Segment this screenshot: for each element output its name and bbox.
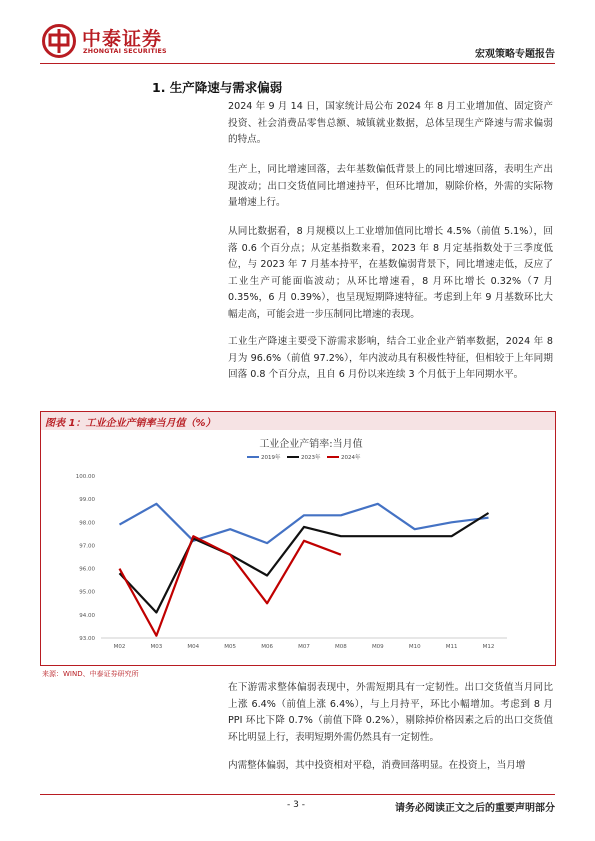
y-tick-label: 93.00	[79, 636, 95, 642]
paragraph-external-demand: 在下游需求整体偏弱表现中，外需短期具有一定韧性。出口交货值当月同比上涨 6.4%（前值上涨 6.4%），与上月持平，环比小幅增加。考虑到 8 月 PPI 环比下降 0.7%（前值下降 0.2%），剔除掉价格因素之后的出口交货值环比明显上行，表明短期外需仍然具有一定韧性。	[228, 682, 553, 743]
x-tick-label: M10	[408, 644, 421, 650]
y-tick-label: 94.00	[79, 612, 95, 619]
series-line-2024年	[120, 536, 341, 636]
y-tick-label: 95.00	[79, 589, 95, 596]
series-line-2023年	[120, 513, 489, 613]
x-tick-label: M09	[371, 644, 384, 650]
y-tick-label: 98.00	[79, 520, 95, 527]
page-number: - 3 -	[287, 800, 305, 810]
paragraph-yoy: 从同比数据看，8 月规模以上工业增加值同比增长 4.5%（前值 5.1%），回落 0.6 个百分点；从定基指数来看，2023 年 8 月定基指数处于三季度低位，与 2023 年 7 月基本持平，在基数偏弱背景下，同比增速走低，反应了工业生产可能面临波动；从环比增速看，8 月环比增长 0.32%（7 月 0.35%，6 月 0.39%），也呈现短期降速特征。考虑到上年 9 月基数环比大幅走高，可能会进一步压制同比增速的表现。	[228, 226, 553, 320]
paragraph-production: 生产上，同比增速回落，去年基数偏低背景上的同比增速回落，表明生产出现波动；出口交货值同比增速持平，但环比增加，剔除价格，外需的实际物量增速上行。	[228, 164, 553, 208]
x-tick-label: M03	[150, 644, 163, 650]
x-axis	[101, 638, 507, 650]
y-tick-label: 96.00	[79, 566, 95, 573]
legend-label: 2023年	[301, 455, 321, 461]
x-tick-label: M06	[261, 644, 273, 650]
sales-rate-line-chart	[41, 430, 555, 665]
x-tick-label: M07	[298, 644, 310, 650]
paragraph-domestic-demand: 内需整体偏弱，其中投资相对平稳，消费回落明显。在投资上，当月增	[228, 760, 526, 771]
logo-chinese-name: 中泰证券	[82, 28, 163, 50]
y-tick-label: 97.00	[79, 543, 95, 550]
figure-title: 图表 1：工业企业产销率当月值（%）	[45, 418, 216, 429]
chart-legend	[247, 453, 361, 461]
x-tick-label: M02	[113, 644, 126, 650]
figure-box	[40, 411, 556, 666]
x-tick-label: M12	[482, 644, 495, 650]
chart-title: 工业企业产销率:当月值	[259, 439, 363, 450]
x-tick-label: M08	[335, 644, 347, 650]
y-axis	[76, 474, 96, 642]
figure-header	[41, 412, 555, 430]
report-type: 宏观策略专题报告	[475, 49, 555, 60]
logo-english-name: ZHONGTAI SECURITIES	[83, 48, 167, 55]
paragraph-intro: 2024 年 9 月 14 日，国家统计局公布 2024 年 8 月工业增加值、固定资产投资、社会消费品零售总额、城镇就业数据，总体呈现生产降速与需求偏弱的特点。	[228, 101, 553, 145]
x-tick-label: M11	[445, 644, 458, 650]
paragraph-sales-rate: 工业生产降速主要受下游需求影响，结合工业企业产销率数据，2024 年 8 月为 96.6%（前值 97.2%），年内波动具有积极性特征，但相较于上年同期回落 0.8 个百分点，且自 6 月份以来连续 3 个月低于上年同期水平。	[228, 336, 553, 380]
y-tick-label: 99.00	[79, 497, 95, 504]
footer-divider	[40, 794, 555, 795]
chart-series	[120, 504, 489, 636]
figure-source: 来源：WIND、中泰证券研究所	[42, 670, 139, 678]
legend-label: 2019年	[261, 455, 281, 461]
x-tick-label: M05	[224, 644, 237, 650]
zhongtai-logo-icon	[42, 24, 76, 58]
section-title: 1. 生产降速与需求偏弱	[152, 80, 283, 95]
header-divider	[40, 63, 555, 64]
disclaimer-notice: 请务必阅读正文之后的重要声明部分	[395, 803, 555, 814]
x-tick-label: M04	[187, 644, 200, 650]
y-tick-label: 100.00	[75, 474, 95, 480]
company-logo	[42, 22, 176, 58]
legend-label: 2024年	[341, 455, 361, 461]
